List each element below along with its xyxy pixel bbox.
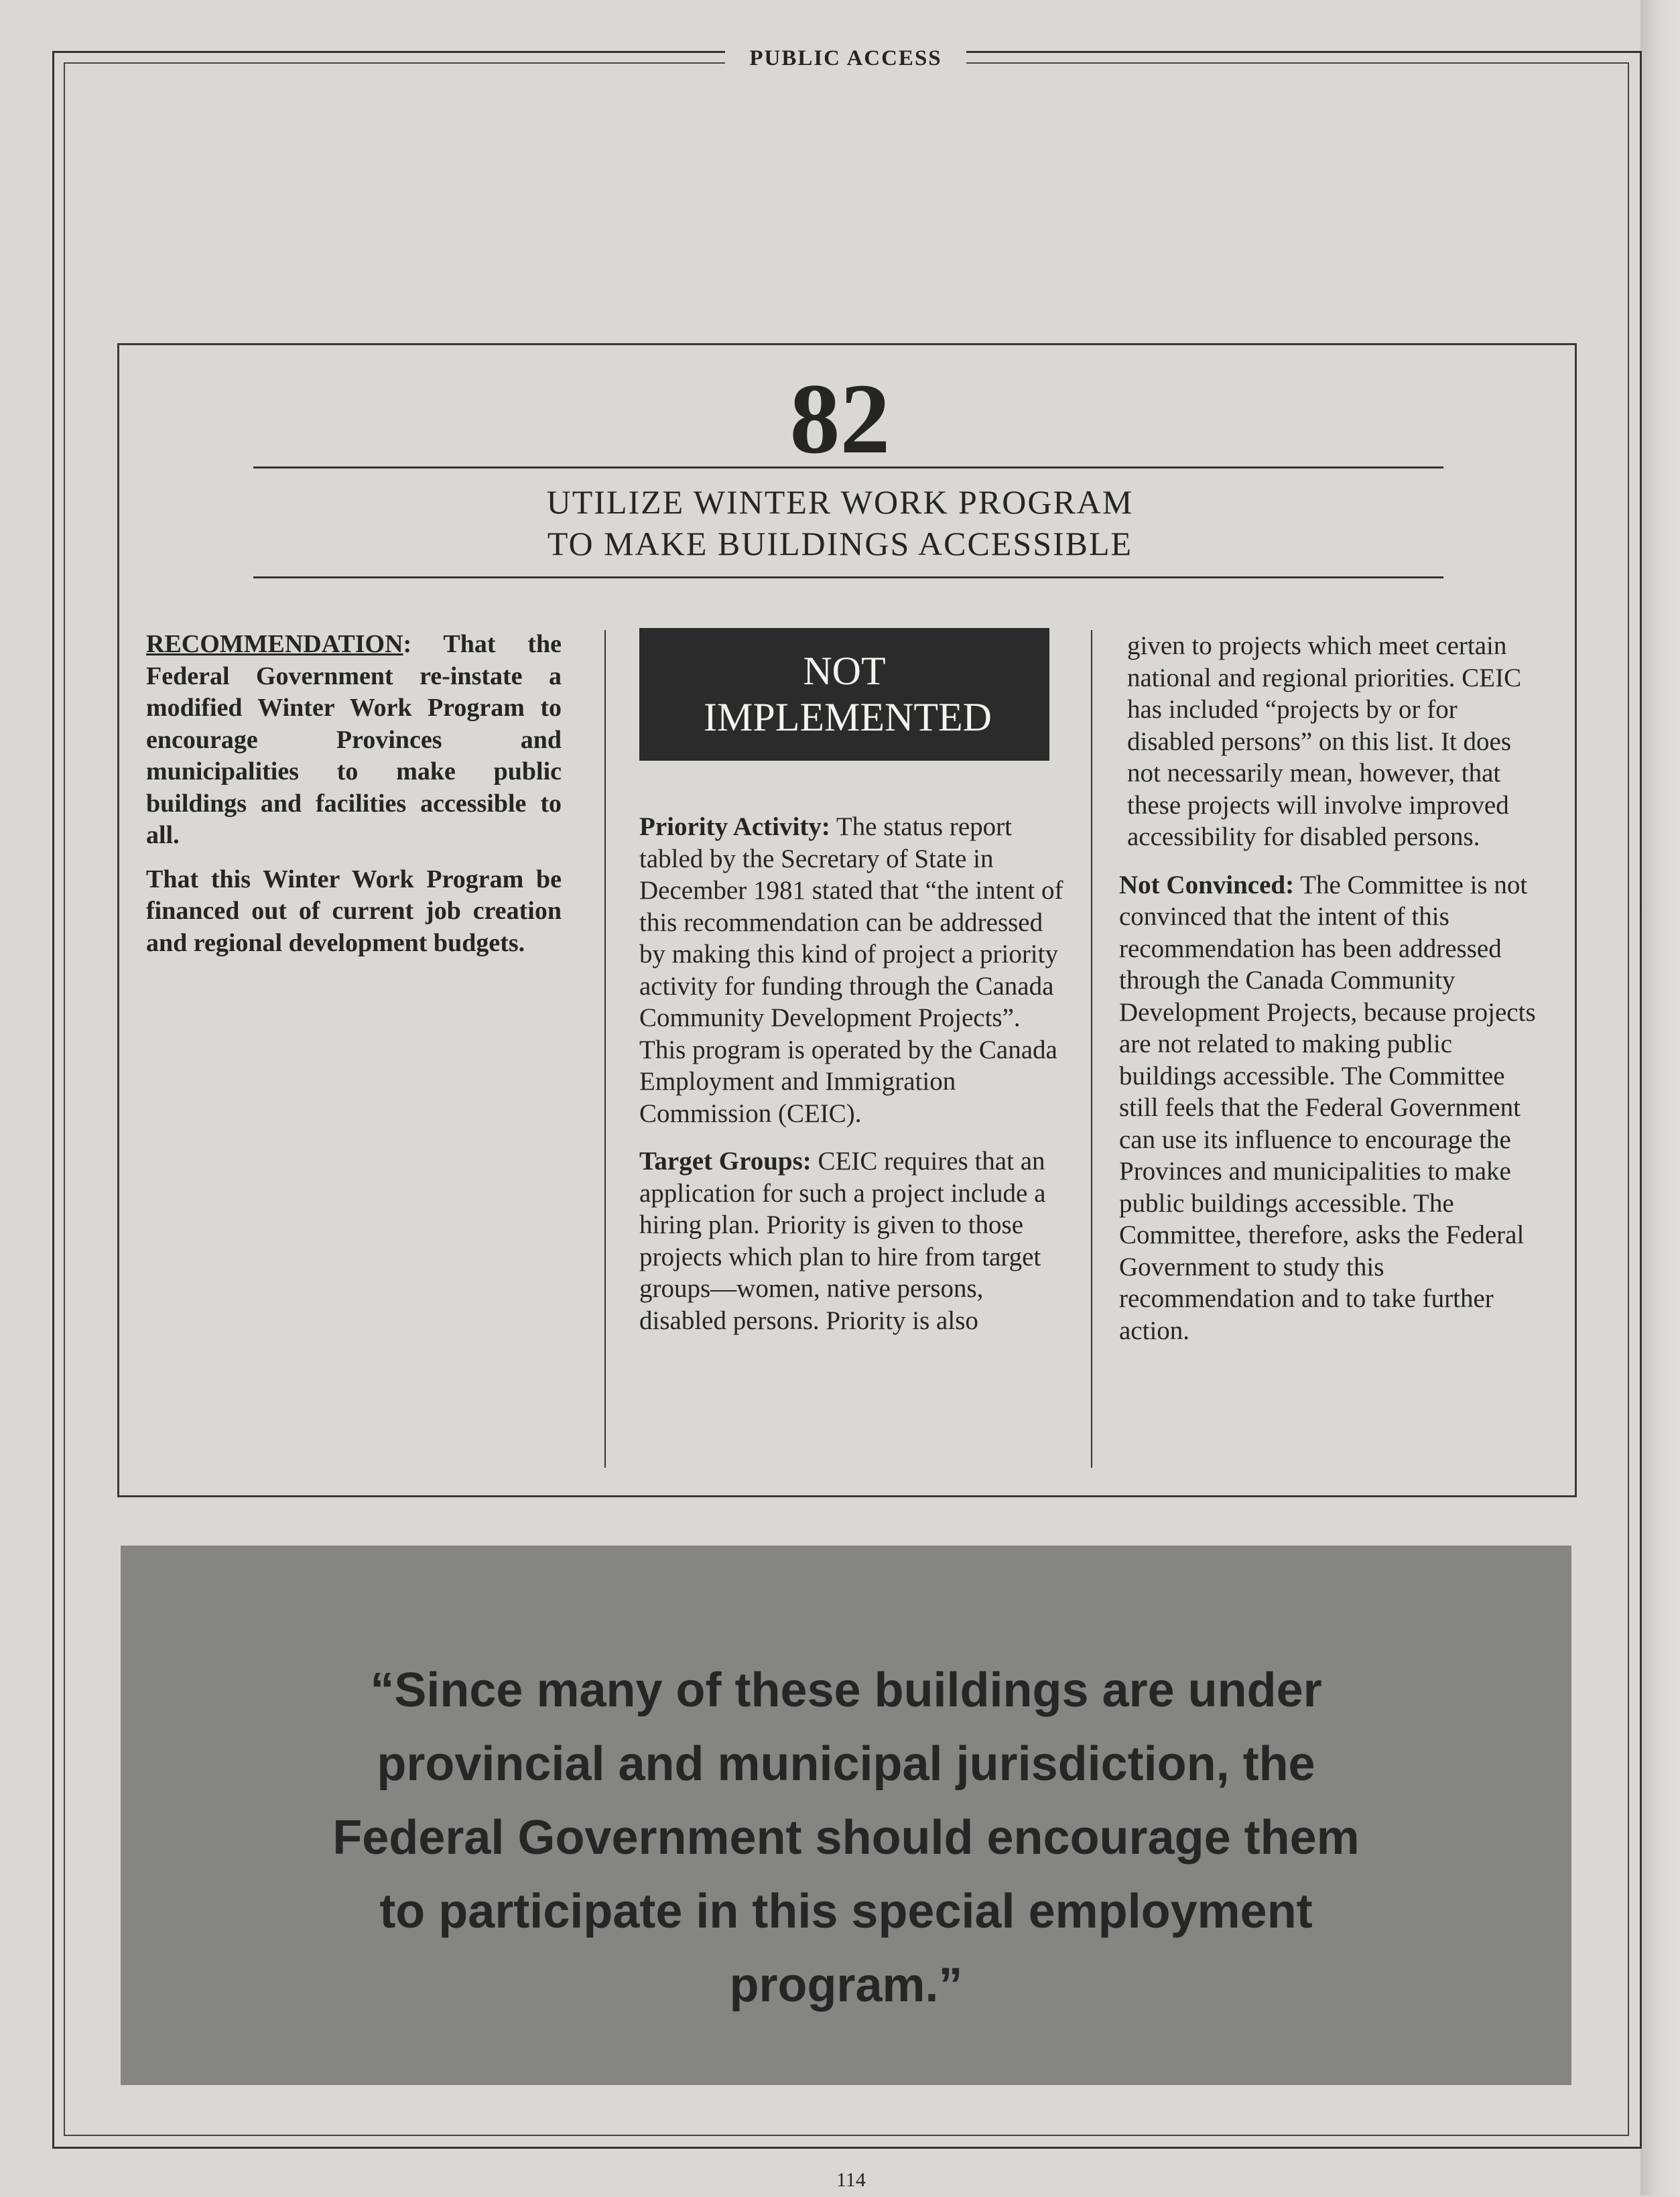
recommendation-number: 82 bbox=[789, 363, 891, 475]
page-edge-shadow bbox=[1640, 0, 1680, 2196]
title-rule-top bbox=[253, 466, 1443, 468]
section-header: PUBLIC ACCESS bbox=[725, 40, 966, 76]
quote-line-5: program.” bbox=[729, 1958, 963, 2012]
title-rule-bottom bbox=[253, 576, 1443, 578]
title-line-1: UTILIZE WINTER WORK PROGRAM bbox=[546, 483, 1134, 521]
middle-column bbox=[639, 811, 1068, 1353]
convinced-heading: Not Convinced: bbox=[1119, 870, 1295, 899]
column-divider-right bbox=[1091, 630, 1092, 1468]
priority-heading: Priority Activity: bbox=[639, 812, 830, 841]
recommendation-paragraph-1: RECOMMENDATION: That the Federal Government re-instate a modified Winter Work Program to encourage Provinces and municipalities to make public buildings and facilities accessible to all. bbox=[146, 630, 562, 849]
convinced-paragraph: Not Convinced: The Committee is not convinced that the intent of this recommendation has been addressed through the Canada Community Development Projects, because projects are not related to making public buildings accessible. The Committee still feels that the Federal Government can use its influence to encourage the Provinces and municipalities to make public buildings accessible. The Committee, therefore, asks the Federal Government to study this recommendation and to take further action. bbox=[1119, 870, 1536, 1345]
recommendation-label: RECOMMENDATION bbox=[146, 630, 403, 658]
priority-paragraph: Priority Activity: The status report tabled by the Secretary of State in December 1981 stated that “the intent of this recommendation can be addressed by making this kind of project a priority activity for funding through the Canada Community Development Projects”. This program is operated by the Canada Employment and Immigration Commission (CEIC). bbox=[639, 812, 1063, 1128]
quote-line-1: “Since many of these buildings are under bbox=[370, 1664, 1322, 1717]
quote-line-3: Federal Government should encourage them bbox=[332, 1811, 1360, 1865]
status-badge bbox=[639, 628, 1049, 761]
continued-paragraph: given to projects which meet certain national and regional priorities. CEIC has included “projects by or for disabled persons” on this list. It does not necessarily mean, however, that these projects will involve improved accessibility for disabled persons. bbox=[1127, 631, 1522, 851]
target-heading: Target Groups: bbox=[639, 1147, 812, 1176]
right-column bbox=[1119, 630, 1548, 1363]
column-divider-left bbox=[604, 630, 606, 1468]
quote-line-4: to participate in this special employment bbox=[379, 1885, 1313, 1938]
status-label: NOT IMPLEMENTED bbox=[704, 649, 992, 739]
target-paragraph: Target Groups: CEIC requires that an application for such a project include a hiring plan. Priority is given to those projects which plan to hire from target groups—women, native persons, disabled persons. Priority is also bbox=[639, 1147, 1046, 1335]
recommendation-text bbox=[146, 629, 562, 971]
quote-line-2: provincial and municipal jurisdiction, the bbox=[377, 1737, 1315, 1791]
pull-quote bbox=[121, 1653, 1571, 2022]
title-line-2: TO MAKE BUILDINGS ACCESSIBLE bbox=[547, 525, 1133, 562]
page-number: 114 bbox=[804, 2163, 898, 2197]
recommendation-paragraph-2: That this Winter Work Program be financed out of current job creation and regional development budgets. bbox=[146, 865, 562, 957]
recommendation-title bbox=[0, 481, 1680, 564]
